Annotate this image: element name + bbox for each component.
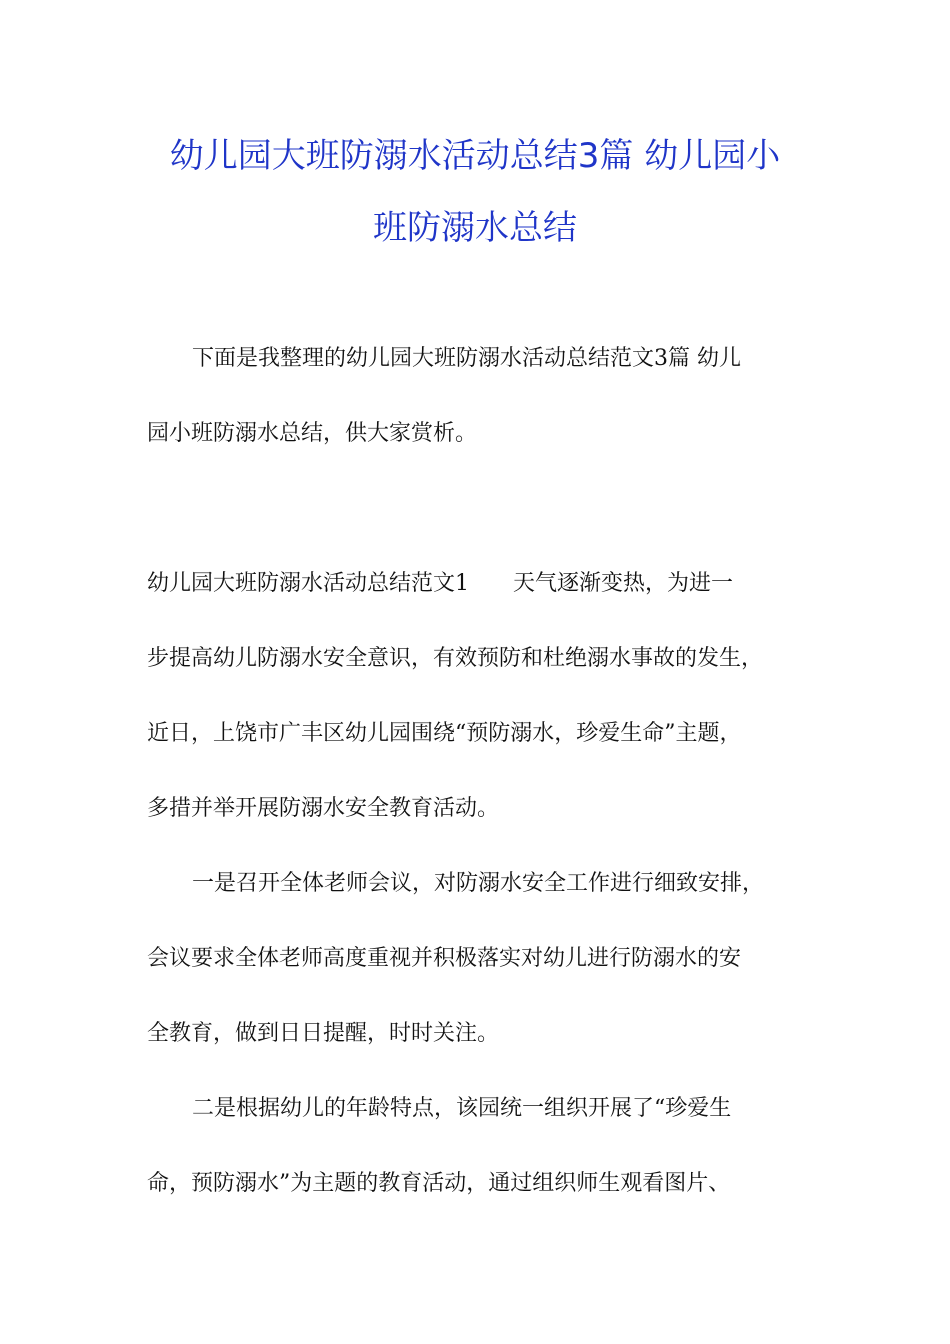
- intro-line-1: 下面是我整理的幼儿园大班防溺水活动总结范文3篇 幼儿: [192, 346, 741, 371]
- body-line-6: 会议要求全体老师高度重视并积极落实对幼儿进行防溺水的安: [147, 946, 742, 971]
- body-line-4: 多措并举开展防溺水安全教育活动。: [147, 796, 500, 821]
- document-title-line-1: 幼儿园大班防溺水活动总结3篇 幼儿园小: [169, 136, 781, 176]
- body-line-1: 幼儿园大班防溺水活动总结范文1 天气逐渐变热，为进一: [147, 571, 733, 596]
- body-line-9: 命，预防溺水”为主题的教育活动，通过组织师生观看图片、: [147, 1171, 731, 1196]
- intro-line-2: 园小班防溺水总结，供大家赏析。: [147, 421, 478, 446]
- document-title-line-2: 班防溺水总结: [373, 208, 577, 248]
- body-line-5: 一是召开全体老师会议，对防溺水安全工作进行细致安排，: [192, 871, 765, 896]
- body-line-8: 二是根据幼儿的年龄特点，该园统一组织开展了“珍爱生: [192, 1096, 732, 1121]
- body-line-2: 步提高幼儿防溺水安全意识，有效预防和杜绝溺水事故的发生，: [147, 646, 764, 671]
- body-line-7: 全教育，做到日日提醒，时时关注。: [147, 1021, 500, 1046]
- body-line-3: 近日，上饶市广丰区幼儿园围绕“预防溺水，珍爱生命”主题，: [147, 721, 742, 746]
